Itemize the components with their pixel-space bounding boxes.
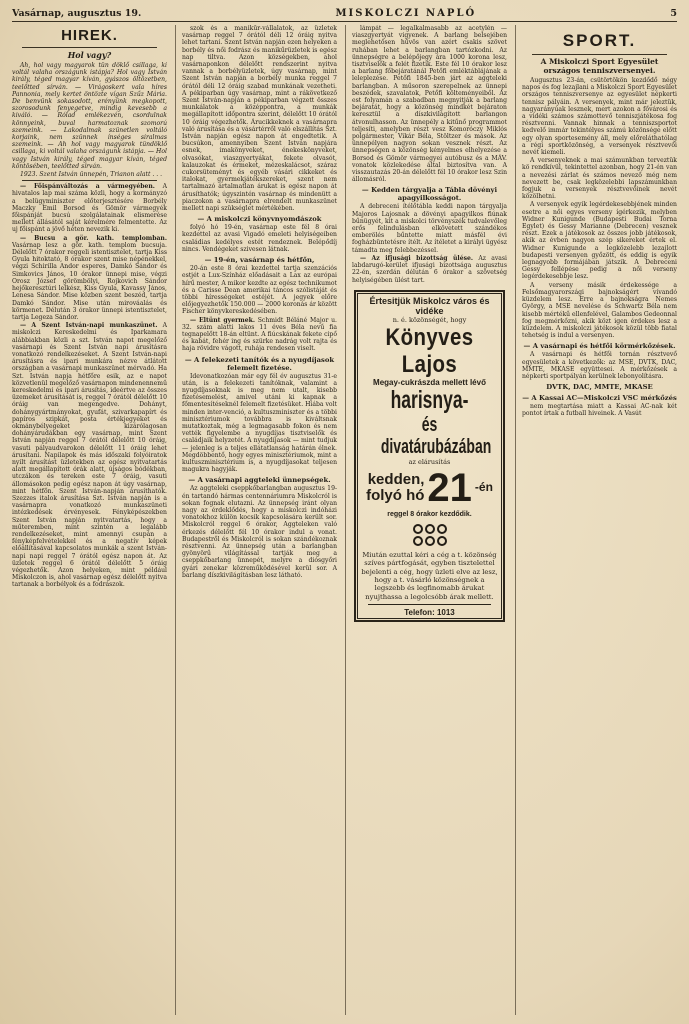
column-news-2 — [175, 25, 337, 1015]
ad-ornament-icon — [360, 524, 499, 546]
article-foispan — [12, 183, 167, 233]
divider — [22, 47, 157, 48]
article-body: Az avasi labdarugó-kerület ifjusági bizottsága augusztus 22-én, szerdán délután 6 órakor a szövetség helyiségében ülést tart. — [352, 254, 507, 284]
article-body: Az aggteleki cseppkőbarlangban augusztus 19-én tartandó hármas centennáriumra Miskolcról is sokan fognak elutazni. Az ünnepség iránt olyan nagy az érdeklődés, hogy a miskolczi indóházi vonatokhoz külön kocsik kapcsolására került sor. Miskolcról reggel 6 órakor, Aggteleken való érkezés délelőtt fél 10 órakor indul a vonat. Budapestről és Miskolcról is sokan szándékoznak résztvenni. Az ünnepség után a barlangban gyönyörű világítással tartják meg a cseppkőbarlang ünnepét, melyre a diósgyőri gyári zenekar közreműködésével kerül sor. A barlang díszkivilágításban lesz látható. — [182, 485, 337, 579]
ad-header: Értesitjük Miskolcz város és vidéke — [369, 295, 490, 316]
article-headline: — A miskolczi könyvnyomdászok — [197, 215, 322, 224]
article-headline: — Eltünt gyermek. — [190, 316, 255, 324]
section-title-hirek: HIREK. — [61, 27, 118, 44]
article-continued: szok és a manikűr-vállalatok, az üzletek vasárnap reggel 7 órától déli 12 óráig nyitva lehet tartani. Szent István napján ezen helyeken a borbély és női fodrász és manikűrüzletek is egész nap tiltva. Azon községekben, ahol vasárnaponkon délelőtt rendszerint nyitva vannak a borbélyüzletek, úgy vasárnap, mint Szent István napján a borbély munka reggel 7 órától déli 12 óráig szabad munkának vezetheti. A pékiparban úgy vasárnap, mint a rákövetkező Szent István-napján a pékiparban végzett összes munkálatok a középpontra, a munkák megállapított időpontra szerint, délelőtt 10 órától 10 óráig végezhetők. Árucikkeknek a vasárnapra való árusítása és a vásártérről való elszállítás Szt. István napján egész napon át engedtetik. A bucsúkon, amennyiben Szent István napjára esnek, imakönyveket, énekeskönyveket, olvasókat, viaszgyertyákat, fekete olvasót, kalauzokat és érmeket, mézeskalácsot, száraz cukorsüteményt és egyéb vásári cikkeket és italokat, gyermekjátékszereket, szent nem tartalmazó ártalmatlan árukat is egész napon át árusíthatók; úgyszintén vasárnap és mindenütt a piaczokon a vasárnapra elrendelt munkaszünet mellett napi szükséglet mértékében. — [182, 25, 337, 213]
column-news — [12, 25, 167, 1015]
ad-line-divatarubaza: és divatárubázában — [380, 413, 492, 458]
section-title-sport: SPORT. — [562, 31, 637, 50]
article-munkaszunet — [12, 322, 167, 589]
article-body: Augusztus 23-án, csütörtökön kezdődő négy napos és fog lezajlani a Miskolczi Sport Egyesület országos tenniszversenye az egyesület népkerti tennisz pályáin. A versenyek, mint már jeleztük, nagyarányúak lesznek, mert azokon a fővárosi és a vidéki számos számottevő tenniszjátékosa fog résztvenni. Vannak hinnak a tenniszsportot kedvelő immár tekintélyes számú közönsége előtt egy olyan sportesemény áll, mely előreláthatólag a régi sportközönség, a versenyek résztvevői nevét kiemeli. — [522, 77, 677, 157]
article-bucsu — [12, 235, 167, 321]
article-body: A debreceni ítélőtábla keddi napon tárgyalja Majoros Lajosnak a dövényi apagyilkos fiúnak bűnügyét, kit a miskolci törvényszék tudvalevőleg erős felindulásban elkövetett szándékos emberölés bűntette miatt másfél évi fogházbüntetésre ítélt. Az ítéletet a királyi ügyész támadta meg felebbezéssel. — [352, 203, 507, 254]
issue-date: Vasárnap, augusztus 19. — [12, 8, 142, 19]
article-eltunt — [182, 317, 337, 353]
ad-company-name: Könyves Lajos — [385, 323, 474, 378]
team-list: DVTK, DAC, MMTE, MKASE — [546, 383, 653, 392]
masthead — [12, 8, 677, 22]
article-body: Idevonatkozóan már egy fél év augusztus 31-e után, is a felekezeti tanítóknak, valamint a nyugdíjasoknak is meg nem utalt, kisebb fizetésemelést, amivel utáni ki kapnak a főmentesítéseknél felemelt fizetésüket. Hiába volt minden inter-venció, a kultuszminiszter és a többi minisztériumok továbbra is kiváltsnak mutatkoztak, még a legmagasabb fokon és nem vették figyelembe a nyugdíjas tisztviselők és családjaik helyzetét. A nyugdíjasok — mint tudjuk — jelenleg is a teljes ellátatlanság határán élnek. Megdöbbentő, hogy egyes minisztériumok, mint a kultuszminisztérium is, a nyugdíjasokat teljesen magukra hagyják. — [182, 372, 337, 474]
article-body: A miskolczi Kereskedelmi és Iparkamara alábbiakban közli a szt. István napot megelőző vasárnapi és Szent István napi árusításra vonatkozó rendelkezéseket. A Szent István-napi árusításra és ipari munkára nézve átlátott országban a vasárnapi munkaszünet mérvadó. Ha Szt. István napja hétfőre esik, az e napot közvetlenül megelőző vasárnapon mindenennemű kereskedelmi és ipari árusítás, ideértve az összes üzemeket árusítását is, reggel 7 órától délelőtt 10 óráig van megengedve. Dohányt, dohánygyártmányokat, gyufát, szivarkapapírt és papíros szipkát, posta értékjegyeket és okmánybélyegeket kizárólagosan dohányárudákban egy vasárnap, mint Szent István napján reggel 7 órától délelőtt 10 óráig, vasuti pályaudvarokon délelőtt 11 óráig lehet árusítani. Napilapok és más időszaki folyóiratok nyilt árusítást üzletekben az egész nyitvatartás alatt megállapított órák alatt, újságos bódékban, utczákon és tereken este 7 óráig, vasuti állomásokon pedig egész napon át úgy vasárnap, mint hétfőn. Szent István-napján árusíthatók. Szezzes italok árusítása Szt. István napján is a vasárnapra vonatkozó munkaszüneti intézkedések érvényesek. Fényképészekben Szent István napján nyitvatartás, hogy a műteremben, mint szintén a legalább rendelkezéseket, mint amennyi csupán a fényképfelvételekkel és a negatív képek előállításával kapcsolatos munkák a szent István-napi napi reggel 7 órától egész napon át. Az üzletek reggel 6 órától délelőtt 5 óráig végezhetők. Azon helyeken, mint például Miskolczon is, ahol vasárnap egész délelőtt nyitva tartanak a borbélyok és a fodrászok. — [12, 322, 167, 589]
article-continued: lámpát — legalkalmasabb az acetylén — viaszgyertyát vigyenek. A barlang belsejében meglehetősen hűvös van azért csakis szövet ruhában lehet a barlangban tartózkodni. Az ünnepségre a belépőjegy ára 1000 korona lesz, tisztviselők a felét fizetik. Este fél 10 órakor lesz a barlang főbejáratánál Petőfi emléktáblájának a leleplezése. Petőfi 1845-ben járt az aggteleki barlangban. A műsoron szerepelnek az ünnepi beszédek, szavalatok, Petőfi költeményeiből. Az est folyamán a szabadban megnyitják a barlang bejáratát, hogy a közönség mindkét bejáraton keresztül a díszkivilágított barlangon átvonulhasson. Az ünnepély a kitűnő programmot teljesíti, amelyben részt vesz Komoróczy Miklós polgármester, Vikár Béla, Stöltzer és mások. Az ünnepélyen nagyon sokan vesznek részt. Az ünnepségen a közönség kényelmes elhelyezése a Borsod és Gömör vármegyei autóbusz és a MÁV. vonatok közlekedése által biztosítva van. A visszautazás 20-án délelőtt fél 10 órakor lesz Szin állomásról. — [352, 25, 507, 184]
article-body: A hivatalos lap mai száma közli, hogy a kormányzó a belügyminiszter előterjesztésére Borbély Maczky Emil Borsod és Gömör vármegyék főispánját bucsú szolgálatainak elismerése mellett állásától saját kérelmére felmentette. Az uj főispánt a jövő héten nevezik ki. — [12, 183, 167, 234]
ad-phone: Telefon: 1013 — [404, 608, 455, 618]
column-sport — [515, 25, 677, 1015]
article-headline: A Miskolczi Sport Egyesület országos tenniszversenyei. — [540, 57, 659, 75]
article-headline: — A vasárnapi és hétfői körmérkőzések. — [523, 342, 676, 351]
article-headline: — A vasárnapi aggteleki ünnepségek. — [188, 476, 331, 485]
article-headline: — A felekezeti tanítók és a nyugdíjasok felemelt fizetése. — [184, 355, 335, 372]
divider — [22, 180, 157, 181]
article-headline: — A Szent István-napi munkaszünet. — [20, 322, 158, 330]
ad-day-suffix: -én — [474, 480, 493, 495]
article-body: A vasárnapi és hétfői tornán résztvevő egyesületek a következők: az MSE, DVTK, DAC, MMTE, MKASE együttesei. A mérkőzések a népkerti sportpályán kerülnek lebonyolításra. — [522, 351, 677, 380]
ad-date-block — [360, 465, 499, 510]
ad-weekday: kedden, — [367, 470, 425, 488]
article-headline: — Bucsu a gör. kath. templomban. — [20, 234, 167, 242]
article-body: A versenyek egyik legérdekesebbjének minden esetre a női egyes verseny ígérkezik, melyben Widner Kunigunde (Budapesti Budai Torna Egylet) és Gessy Marianne (Debrecen) vesznek részt. Ezek a játékosok az összes jobb játékosok, akik az évben nagyon szép sikereket értek el. Widner Kunigunde a legközelebb lezajlott budapesti versenyen győzött, és eddig is egyik legnagyobb formájában játszik. A Debreceni Gessy fellépése pedig a női verseny legérdekesebbje lesz. — [522, 201, 677, 281]
article-body: Schmidt Béláné Major u. 32. szám alatti lakos 11 éves Béla nevű fia tegnapelőtt 18-án eltünt. A fiúcskának fekete cipő és kabát, fehér ing és szürke nadrág volt rajta és haja rövidre vágott, ruhája rendesen viselt. — [182, 316, 337, 353]
newspaper-title: MISKOLCZI NAPLÓ — [335, 8, 477, 19]
advertisement-konyves-lajos — [354, 290, 505, 623]
page-number: 5 — [670, 8, 677, 19]
ad-date-text — [366, 472, 424, 504]
article-body: A versenyeknek a mai számunkban terveztük kö rendkívül, tekintettel azonban, hogy 21-én van a nevezési zárlat és számos nevező még nem nevezett be, csak legközelebbi lapszámunkban fogjuk a versenyek résztvevőinek nevét közölhetni. — [522, 157, 677, 201]
article-body: Vasárnap lesz a gör. kath. templom bucsuja. Délelőtt 7 órakor reggeli istentisztelet, tartja Kiss Gyula hitoktató, 8 órakor szent mise népénekkel, végzi Schirilla Andor esperes, Damkó Sándor és Simkovics János, 10 órakor ünnepi mise, végzi Orosz József görömbölyi, Rojkovich Sándor hejőkeresztúri lelkész, Kiss Gyula, Kavassy János, Lenesa Sándor. Mise közben szent beszéd, tartja Damkó Sándor. Mise után mirováalás és körmenet. Délután 3 órakor ünnepi istentisztelet, tartja Legeza Sándor. — [12, 241, 167, 321]
article-headline: — Az ifjusági bizottság ülése. — [360, 254, 474, 262]
poem-text: Ah, hol vagy magyarok tün döklő csillaga, ki voltál valaha országunk istápja? Hol vagy István király, téged magyar kíván, gyászos öltözetben, teelőtted sírván. — Virágoskert vala híres Pannonia, mely kertet öntözte vígan Szűz Mária. De benvünk sokasodott, erényünk megkopott, szorosodunk fenyegetve, mindig kevesebb a kiváló. — Rólad emlékezvén, csordulnak könnyeink, buval harmatoznak szomorú szemeink. — Lakodalmak szünetlen voltáló korjaink, nem szünnek ínséges siralmas szemeink. — Ah hol vagy magyarok tündöklő csillaga, ki voltál valaha országunk istápja. — Hol vagy István király, téged magyar kíván, téged köntösében, teelőtted sírván. — [12, 62, 167, 170]
column-news-3 — [345, 25, 507, 1015]
article-body: A verseny másik érdekessége a Felsőmagyarországi bajnokságért vívandó küzdelem lesz. Erre a bajnokságra Nemes György, a MSE nevelése és Schwartz Béla nem kisebb mértékű ellenfelével, Galambos Gedeonnal fog megmérkőzni, akik közt igen érdekes lesz a küzdelem. A miskolczi játékosok közül több fiatal tehetség is indul a versenyen. — [522, 281, 677, 340]
article-headline: — 19-én, vasárnap és hétfőn, — [204, 256, 315, 265]
columns — [12, 25, 677, 1015]
article-body: 20-án este 8 órai kezdettel tartja szenzációs estjét a Lux-Színház előadásait a Lax az európai hírű mester, A mikor kezdte az egész technikumot és a Carisse Dean amerikai táncos szólistáját és többi hírességeket estéjét. A jegyek előre előjegyezhetők 150.000 — 2000 koronás ár között Fischer könyvkereskedésében. — [182, 265, 337, 316]
ad-body-text: Miután ezuttal kéri a cég a t. közönség szíves pártfogását, egyben tisztelettel bejelenti a cég, hogy üzleti elve az lesz, hogy a t. vásárló közönségnek a legszebb és legfinomabb árukat nyujthassa a legolcsóbb árak mellett. — [361, 550, 498, 601]
ad-sale-label: az elárusítás — [408, 457, 451, 466]
article-ifjusagi — [352, 255, 507, 284]
ad-day-number: 21 — [427, 465, 472, 510]
ad-location: Megay-cukrászda mellett lévő — [373, 377, 486, 387]
ad-line-harisnya: harisnya- — [390, 385, 469, 414]
article-headline: — Kedden tárgyalja a Tábla dövényi apagyilkosságot. — [361, 186, 498, 203]
ad-start-time: reggel 8 órakor kezdődik. — [387, 510, 472, 518]
ad-month: folyó hó — [366, 486, 425, 504]
poem-signature: 1923. Szent István ünnepén, Trianon alatt . . . — [20, 171, 163, 179]
article-headline: — Főispánváltozás a vármegyében. — [20, 183, 155, 191]
poem-title: Hol vagy? — [67, 50, 112, 60]
article-body: nem megtartása miatt a Kassai AC-nak két pontot írtak a futball hiveinek. A Vasút — [522, 403, 677, 418]
ad-intro: n. é. közönségét, hogy — [392, 315, 467, 324]
article-headline: — A Kassai AC—Miskolczi VSC mérkőzés — [522, 394, 677, 403]
ad-divider — [368, 604, 491, 605]
divider — [532, 54, 667, 55]
article-body: folyó hó 19-én, vasárnap este fél 8 órai kezdettel az avasi Vigadó emeleti helyiségeiben családias kedélyes estét rendeznek. Belépődíj nincs. Vendégeket szivesen látnak. — [182, 224, 337, 253]
